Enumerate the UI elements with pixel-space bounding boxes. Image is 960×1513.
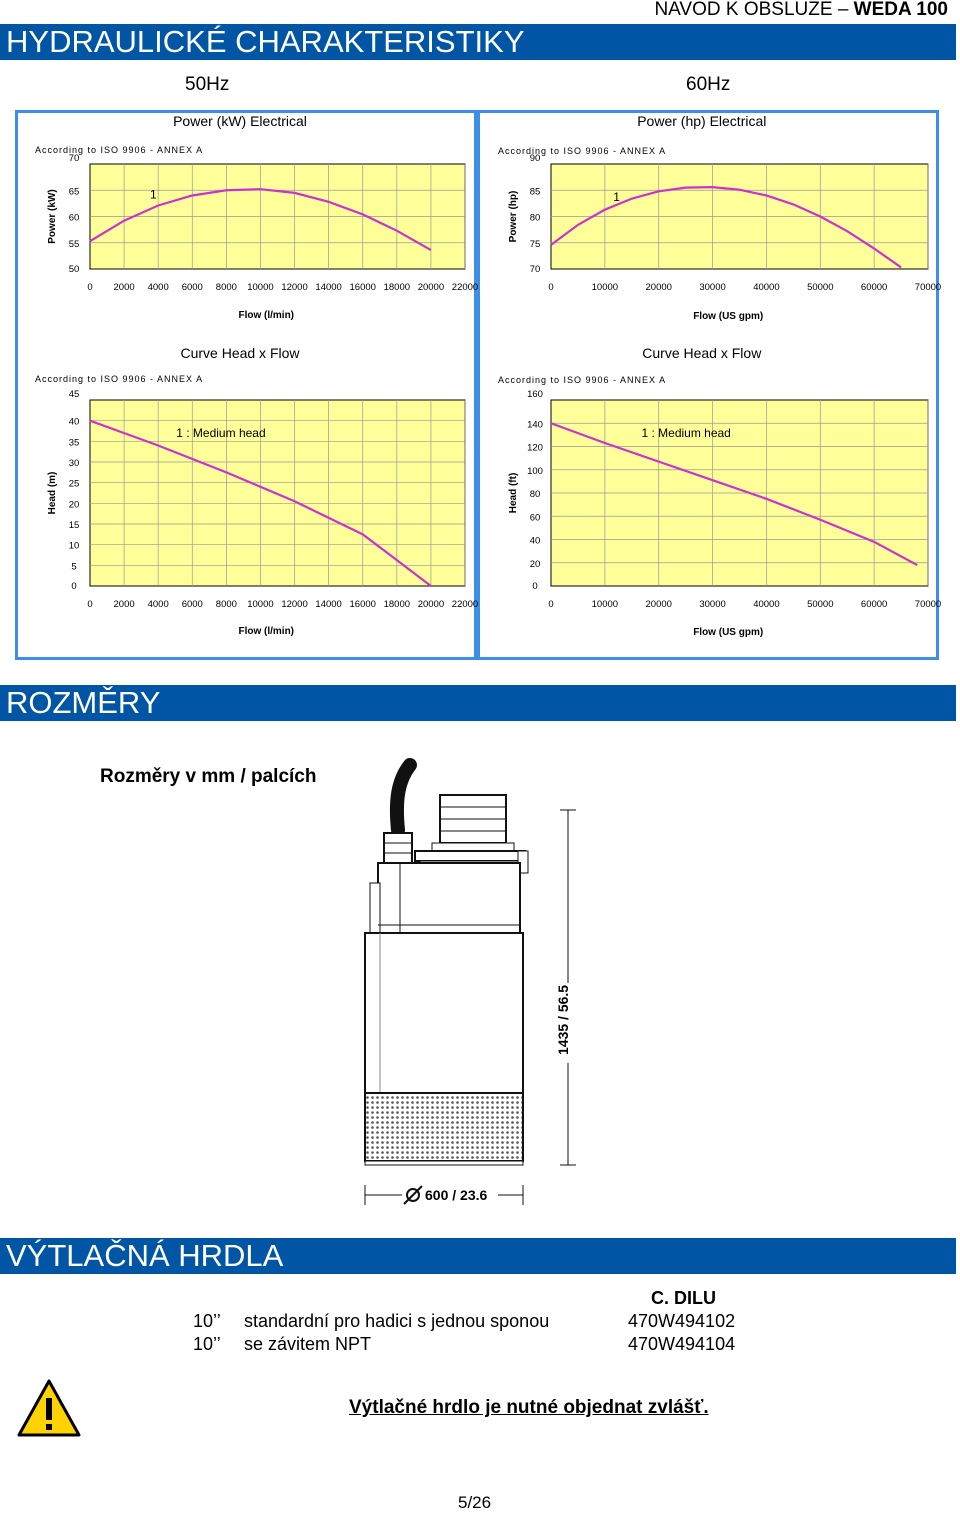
warning-icon [16,1378,82,1438]
x-tick-label: 20000 [645,599,672,610]
x-tick-label: 18000 [383,599,411,610]
y-tick-label: 25 [68,478,80,490]
charts-svg [0,0,960,670]
nozzle-part-2: 470W494104 [628,1334,736,1354]
y-tick-label: 80 [529,212,541,224]
discharge-flange [415,851,525,861]
standard-note-3: According to ISO 9906 - ANNEX A [498,375,667,385]
x-tick-label: 12000 [281,282,308,293]
y-tick-label: 65 [68,186,80,198]
curve-label-3: 1 : Medium head [641,426,731,441]
x-tick-label: 18000 [383,282,411,293]
y-tick-label: 70 [68,153,80,164]
dimensions-title: Rozměry v mm / palcích [100,766,317,787]
section-title-hydraulic: HYDRAULICKÉ CHARAKTERISTIKY [6,24,525,59]
x-tick-label: 14000 [315,282,342,293]
x-tick-label: 30000 [699,282,726,293]
motor-housing [365,933,523,1093]
strainer [365,1093,523,1161]
chart-title-3: Curve Head x Flow [642,345,762,361]
x-tick-label: 4000 [147,599,169,610]
y-tick-label: 80 [529,489,541,500]
y-tick-label: 0 [71,581,77,592]
section-bar-nozzles [0,1238,956,1274]
x-tick-label: 20000 [645,282,672,293]
y-axis-label-0: Power (kW) [47,189,58,244]
cable-gland [384,833,412,863]
x-tick-label: 0 [548,599,554,610]
curve-label-2: 1 : Medium head [176,426,266,441]
x-tick-label: 10000 [591,599,619,610]
y-tick-label: 50 [68,264,80,275]
y-tick-label: 60 [529,512,541,524]
page-number: 5/26 [458,1493,492,1512]
y-tick-label: 75 [529,238,541,250]
top-housing [378,863,520,933]
doc-prefix: NAVOD K OBSLUZE [654,0,833,20]
x-tick-label: 6000 [181,599,203,610]
diameter-dimension-label: 600 / 23.6 [425,1187,488,1203]
x-tick-label: 2000 [113,599,135,610]
x-tick-label: 6000 [181,282,203,293]
nozzle-desc-2: se závitem NPT [244,1334,372,1354]
x-tick-label: 0 [548,282,554,293]
x-tick-label: 14000 [315,599,342,610]
chart-title-0: Power (kW) Electrical [173,113,307,129]
x-tick-label: 2000 [113,282,135,293]
y-tick-label: 100 [527,465,543,477]
y-tick-label: 15 [68,520,80,531]
y-tick-label: 90 [529,153,541,164]
y-tick-label: 40 [68,416,80,428]
doc-dash: – [837,0,849,20]
y-axis-label-2: Head (m) [47,471,58,515]
x-tick-label: 10000 [247,282,274,293]
part-number-header: C. DILU [651,1288,716,1308]
y-tick-label: 85 [529,186,541,198]
x-tick-label: 50000 [807,282,834,293]
x-tick-label: 40000 [753,282,780,293]
x-tick-label: 8000 [215,599,237,610]
chart-title-2: Curve Head x Flow [180,345,300,361]
curve-label-1: 1 [613,189,620,204]
x-tick-label: 8000 [215,282,237,293]
x-tick-label: 0 [87,282,93,293]
freq-50hz: 50Hz [185,74,230,95]
x-tick-label: 70000 [914,599,942,610]
y-tick-label: 30 [68,458,80,469]
x-tick-label: 40000 [753,599,780,610]
y-tick-label: 40 [529,535,541,547]
y-tick-label: 60 [68,212,80,224]
y-tick-label: 20 [68,499,80,511]
y-tick-label: 55 [68,238,80,250]
section-title-dimensions: ROZMĚRY [6,685,161,720]
section-bar-dimensions [0,685,956,721]
nozzle-size-2: 10’’ [193,1334,221,1354]
x-tick-label: 30000 [699,599,726,610]
y-tick-label: 10 [68,540,80,552]
x-tick-label: 10000 [247,599,274,610]
x-tick-label: 16000 [349,599,376,610]
standard-note-0: According to ISO 9906 - ANNEX A [35,145,204,155]
x-tick-label: 4000 [147,282,169,293]
y-tick-label: 140 [527,419,543,431]
x-tick-label: 10000 [591,282,619,293]
y-tick-label: 0 [532,581,538,592]
x-tick-label: 60000 [860,282,888,293]
cable [397,765,410,830]
section-title-nozzles: VÝTLAČNÁ HRDLA [6,1238,284,1273]
chart-title-1: Power (hp) Electrical [637,113,767,129]
nozzle-size-1: 10’’ [193,1311,221,1331]
x-axis-label-3: Flow (US gpm) [693,627,764,638]
x-tick-label: 60000 [860,599,888,610]
nozzle-desc-1: standardní pro hadici s jednou sponou [244,1311,550,1331]
y-tick-label: 160 [527,389,543,400]
standard-note-2: According to ISO 9906 - ANNEX A [35,374,204,384]
curve-label-0: 1 [150,187,157,202]
y-tick-label: 20 [529,558,541,570]
x-tick-label: 20000 [417,282,445,293]
warning-note: Výtlačné hrdlo je nutné objednat zvlášť. [349,1397,709,1418]
x-tick-label: 16000 [349,282,376,293]
y-tick-label: 70 [529,264,541,275]
x-axis-label-2: Flow (l/min) [238,626,295,637]
x-tick-label: 22000 [451,282,479,293]
y-tick-label: 35 [68,437,80,449]
y-tick-label: 45 [68,389,80,400]
standard-note-1: According to ISO 9906 - ANNEX A [498,146,667,156]
y-axis-label-3: Head (ft) [508,472,519,514]
height-dimension-label [555,1035,575,1055]
freq-60hz: 60Hz [686,74,731,95]
x-axis-label-1: Flow (US gpm) [693,311,764,322]
x-axis-label-0: Flow (l/min) [238,310,295,321]
x-tick-label: 0 [87,599,93,610]
x-tick-label: 22000 [451,599,479,610]
y-tick-label: 120 [527,442,543,454]
x-tick-label: 12000 [281,599,308,610]
x-tick-label: 50000 [807,599,834,610]
doc-model: WEDA 100 [853,0,948,20]
y-tick-label: 5 [71,561,77,573]
x-tick-label: 20000 [417,599,445,610]
x-tick-label: 70000 [914,282,942,293]
y-axis-label-1: Power (hp) [508,190,519,243]
nozzle-part-1: 470W494102 [628,1311,736,1331]
